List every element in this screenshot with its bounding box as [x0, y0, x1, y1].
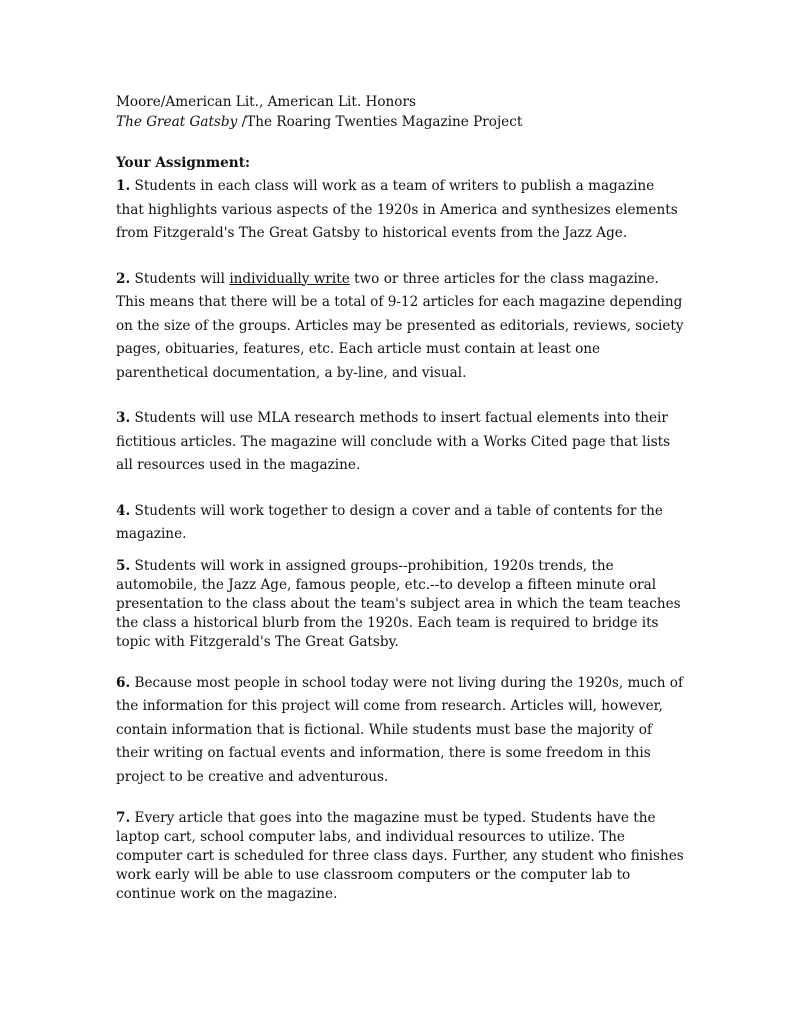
- item-text-post: two or three articles for the class magazine. This means that there will be a total of 9-12 articles for each magazine depending on the size of the groups. Articles may be presented as editorials, reviews, society pages, obituaries, features, etc. Each article must contain at least one parenthetical documentation, a by-line, and visual.: [116, 270, 684, 381]
- project-title-rest: /The Roaring Twenties Magazine Project: [237, 114, 523, 130]
- assignment-item-2: [116, 268, 686, 386]
- item-number: 7.: [116, 810, 131, 826]
- document-page: [116, 92, 686, 904]
- item-text: Because most people in school today were not living during the 1920s, much of the information for this project will come from research. Articles will, however, contain information that is fictional. While students must base the majority of their writing on factual events and information, there is some freedom in this project to be creative and adventurous.: [116, 674, 684, 785]
- assignment-item-7: [116, 809, 686, 904]
- item-number: 1.: [116, 178, 131, 194]
- item-number: 2.: [116, 270, 131, 287]
- item-number: 3.: [116, 410, 131, 426]
- item-text: Students will work together to design a cover and a table of contents for the magazine.: [116, 502, 663, 542]
- book-title: The Great Gatsby: [116, 114, 238, 130]
- course-line: Moore/American Lit., American Lit. Honors: [116, 94, 416, 110]
- assignment-item-5: [116, 557, 686, 652]
- assignment-item-4: [116, 500, 686, 547]
- project-title: [116, 112, 686, 132]
- item-text: Students will use MLA research methods to insert factual elements into their fictitious articles. The magazine will conclude with a Works Cited page that lists all resources used in the magazine.: [116, 410, 671, 473]
- item-text: Every article that goes into the magazine must be typed. Students have the laptop cart, school computer labs, and individual resources to utilize. The computer cart is scheduled for three class days. Further, any student who finishes work early will be able to use classroom computers or the computer lab to continue work on the magazine.: [116, 810, 684, 902]
- item-number: 4.: [116, 502, 131, 519]
- assignment-heading: Your Assignment:: [116, 155, 250, 171]
- item-text: Students will work in assigned groups--prohibition, 1920s trends, the automobile, the Jazz Age, famous people, etc.--to develop a fifteen minute oral presentation to the class about the team's subject area in which the team teaches the class a historical blurb from the 1920s. Each team is required to bridge its topic with Fitzgerald's The Great Gatsby.: [116, 557, 681, 650]
- item-number: 5.: [116, 557, 131, 574]
- item-number: 6.: [116, 674, 131, 691]
- assignment-item-6: [116, 672, 686, 790]
- assignment-item-1: [116, 175, 686, 246]
- item-text: Students in each class will work as a team of writers to publish a magazine that highlights various aspects of the 1920s in America and synthesizes elements from Fitzgerald's The Great Gatsby to historical events from the Jazz Age.: [116, 178, 678, 241]
- assignment-item-3: [116, 407, 686, 478]
- item-text-pre: Students will: [130, 270, 230, 287]
- item-text-underlined: individually write: [229, 270, 350, 287]
